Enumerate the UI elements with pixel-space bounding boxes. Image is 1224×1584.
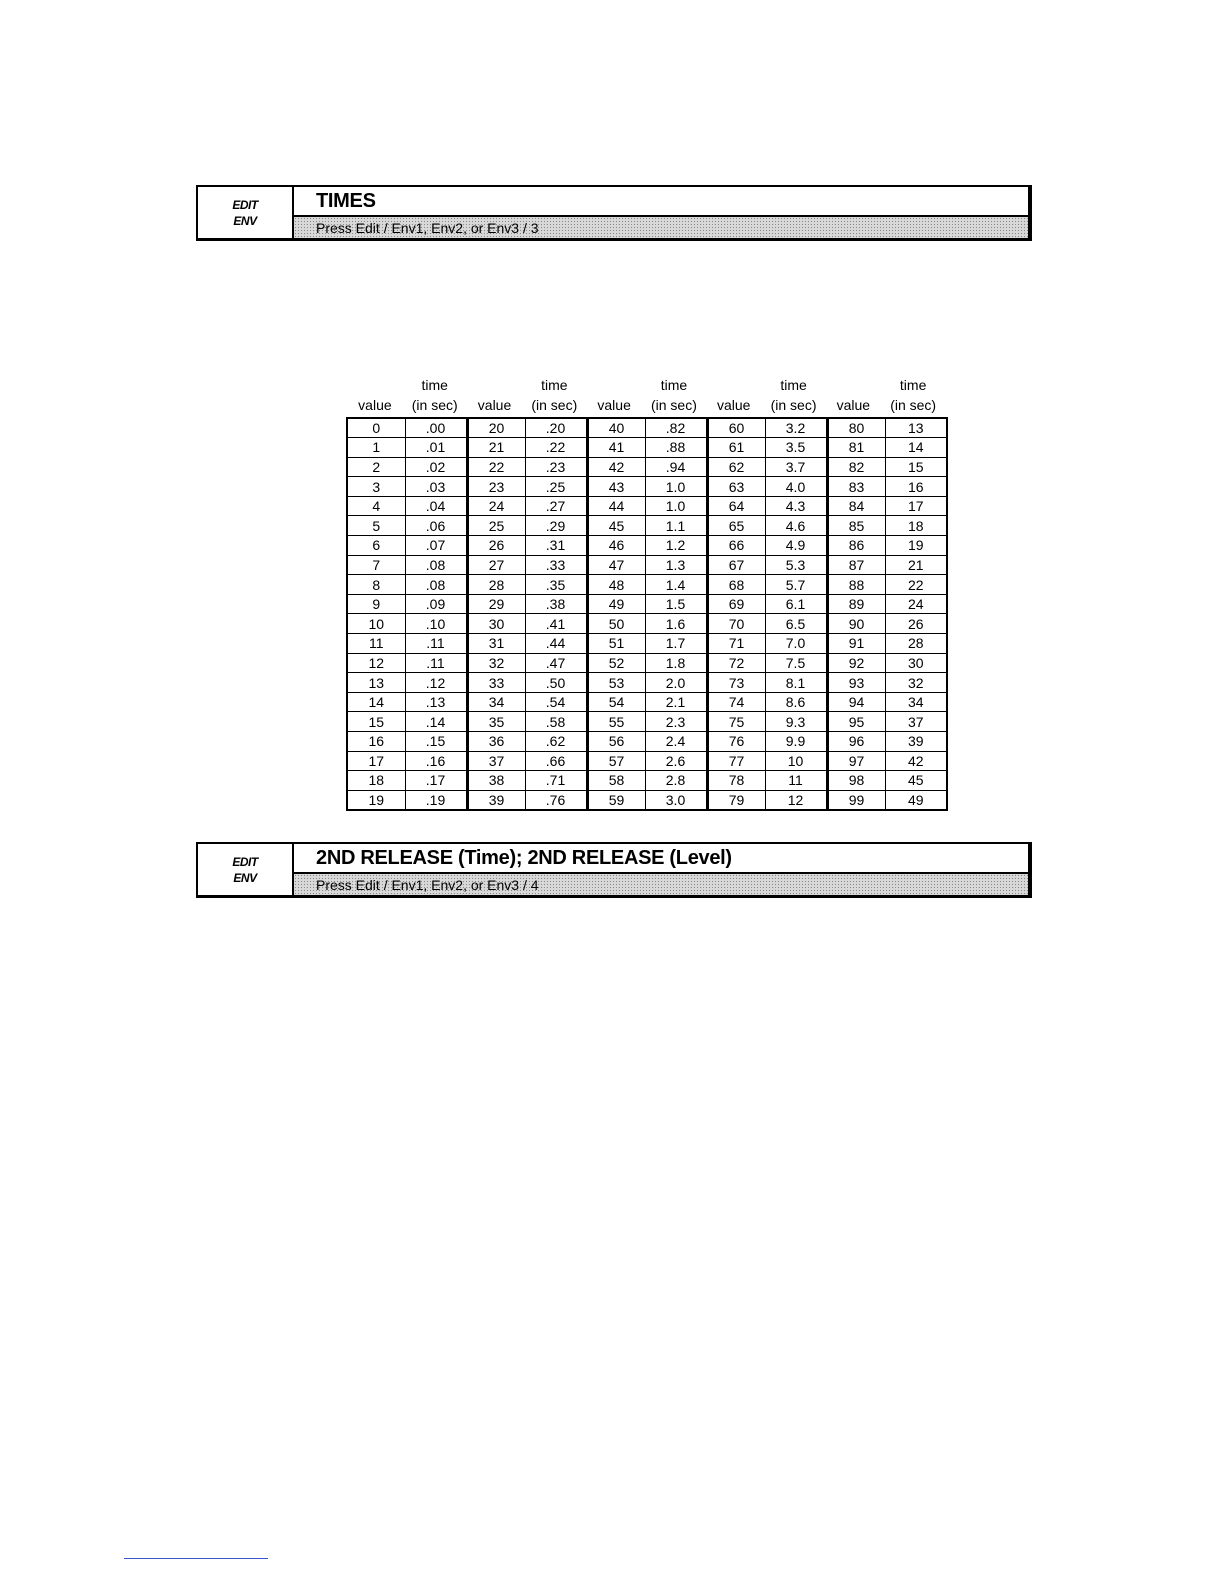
- value-cell: 99: [827, 790, 885, 810]
- value-cell: 71: [707, 634, 765, 654]
- table-row: [347, 594, 947, 614]
- instruction-text: [294, 217, 1028, 238]
- time-column-header: [882, 373, 944, 415]
- time-cell: .16: [405, 751, 467, 771]
- value-cell: 83: [827, 477, 885, 497]
- time-cell: .41: [525, 614, 587, 634]
- value-cell: 66: [707, 536, 765, 556]
- time-cell: 22: [885, 575, 947, 595]
- value-cell: 43: [587, 477, 645, 497]
- value-header-label: value: [717, 397, 751, 413]
- value-cell: 80: [827, 418, 885, 438]
- value-cell: 17: [347, 751, 405, 771]
- time-cell: 3.7: [765, 457, 827, 477]
- time-header-label: time: [780, 377, 807, 393]
- table-row: [347, 673, 947, 693]
- time-cell: 10: [765, 751, 827, 771]
- time-cell: 8.6: [765, 692, 827, 712]
- time-cell: 30: [885, 653, 947, 673]
- instruction-text: [294, 874, 1028, 895]
- value-cell: 98: [827, 771, 885, 791]
- time-cell: 2.3: [645, 712, 707, 732]
- value-cell: 94: [827, 692, 885, 712]
- time-cell: .00: [405, 418, 467, 438]
- value-cell: 20: [467, 418, 525, 438]
- time-header-label: time: [660, 377, 688, 393]
- time-cell: .27: [525, 496, 587, 516]
- value-cell: 8: [347, 575, 405, 595]
- value-cell: 87: [827, 555, 885, 575]
- time-column-header: [523, 373, 585, 415]
- value-cell: 47: [587, 555, 645, 575]
- time-cell: 9.9: [765, 732, 827, 752]
- time-cell: 2.4: [645, 732, 707, 752]
- times-header-box: [196, 185, 1032, 241]
- value-cell: 38: [467, 771, 525, 791]
- value-cell: 79: [707, 790, 765, 810]
- time-cell: 5.3: [765, 555, 827, 575]
- value-cell: 81: [827, 438, 885, 458]
- value-cell: 7: [347, 555, 405, 575]
- value-cell: 2: [347, 457, 405, 477]
- value-header-label: value: [477, 397, 512, 413]
- value-cell: 48: [587, 575, 645, 595]
- value-cell: 26: [467, 536, 525, 556]
- time-cell: 17: [885, 496, 947, 516]
- value-cell: 16: [347, 732, 405, 752]
- second-release-header-box: [196, 842, 1032, 898]
- value-cell: 91: [827, 634, 885, 654]
- time-cell: .71: [525, 771, 587, 791]
- time-cell: .01: [405, 438, 467, 458]
- time-cell: .02: [405, 457, 467, 477]
- time-cell: 6.1: [765, 594, 827, 614]
- value-cell: 39: [467, 790, 525, 810]
- value-cell: 86: [827, 536, 885, 556]
- value-cell: 89: [827, 594, 885, 614]
- value-cell: 37: [467, 751, 525, 771]
- time-cell: .09: [405, 594, 467, 614]
- value-cell: 4: [347, 496, 405, 516]
- time-cell: .44: [525, 634, 587, 654]
- times-table: [346, 417, 948, 811]
- time-cell: 1.0: [645, 477, 707, 497]
- section-title: TIMES: [294, 187, 1028, 217]
- value-cell: 6: [347, 536, 405, 556]
- table-row: [347, 692, 947, 712]
- time-column-header: [763, 373, 825, 415]
- time-cell: 37: [885, 712, 947, 732]
- value-column-header: [824, 373, 882, 415]
- time-cell: 39: [885, 732, 947, 752]
- time-cell: .12: [405, 673, 467, 693]
- edit-env-tag: [198, 187, 294, 238]
- table-row: [347, 438, 947, 458]
- time-cell: 32: [885, 673, 947, 693]
- table-row: [347, 614, 947, 634]
- value-cell: 95: [827, 712, 885, 732]
- value-cell: 10: [347, 614, 405, 634]
- time-cell: .54: [525, 692, 587, 712]
- time-cell: .23: [525, 457, 587, 477]
- time-cell: .31: [525, 536, 587, 556]
- value-cell: 60: [707, 418, 765, 438]
- value-cell: 70: [707, 614, 765, 634]
- time-cell: 16: [885, 477, 947, 497]
- value-cell: 40: [587, 418, 645, 438]
- time-header-label: time: [421, 377, 448, 393]
- time-cell: 13: [885, 418, 947, 438]
- time-cell: 7.5: [765, 653, 827, 673]
- time-cell: .25: [525, 477, 587, 497]
- time-cell: .11: [405, 653, 467, 673]
- time-unit-label: (in sec): [411, 397, 458, 413]
- time-cell: 2.8: [645, 771, 707, 791]
- table-row: [347, 536, 947, 556]
- value-cell: 64: [707, 496, 765, 516]
- tag-edit-label: EDIT: [232, 197, 258, 212]
- table-row: [347, 751, 947, 771]
- value-cell: 67: [707, 555, 765, 575]
- value-cell: 96: [827, 732, 885, 752]
- value-cell: 82: [827, 457, 885, 477]
- table-row: [347, 457, 947, 477]
- time-cell: 4.0: [765, 477, 827, 497]
- time-cell: 42: [885, 751, 947, 771]
- time-cell: 3.0: [645, 790, 707, 810]
- value-column-header: [705, 373, 763, 415]
- time-unit-label: (in sec): [531, 397, 578, 413]
- value-cell: 68: [707, 575, 765, 595]
- value-cell: 78: [707, 771, 765, 791]
- value-header-label: value: [597, 397, 631, 413]
- value-cell: 27: [467, 555, 525, 575]
- value-cell: 51: [587, 634, 645, 654]
- time-cell: 1.4: [645, 575, 707, 595]
- time-header-label: time: [899, 377, 927, 393]
- times-table-section: [346, 373, 944, 811]
- value-cell: 1: [347, 438, 405, 458]
- table-row: [347, 653, 947, 673]
- time-cell: 24: [885, 594, 947, 614]
- time-cell: 3.5: [765, 438, 827, 458]
- tag-edit-label: EDIT: [232, 854, 258, 869]
- value-cell: 93: [827, 673, 885, 693]
- table-row: [347, 516, 947, 536]
- time-cell: 28: [885, 634, 947, 654]
- time-column-header: [404, 373, 466, 415]
- time-unit-label: (in sec): [890, 397, 937, 413]
- time-cell: 14: [885, 438, 947, 458]
- value-cell: 88: [827, 575, 885, 595]
- value-cell: 12: [347, 653, 405, 673]
- time-cell: .03: [405, 477, 467, 497]
- table-row: [347, 496, 947, 516]
- value-cell: 77: [707, 751, 765, 771]
- value-header-label: value: [836, 397, 871, 413]
- value-cell: 29: [467, 594, 525, 614]
- value-cell: 54: [587, 692, 645, 712]
- time-cell: .62: [525, 732, 587, 752]
- value-cell: 75: [707, 712, 765, 732]
- table-row: [347, 732, 947, 752]
- time-cell: 1.6: [645, 614, 707, 634]
- table-row: [347, 712, 947, 732]
- value-column-header: [585, 373, 643, 415]
- value-cell: 53: [587, 673, 645, 693]
- time-cell: 34: [885, 692, 947, 712]
- value-cell: 73: [707, 673, 765, 693]
- instruction-label: Press Edit / Env1, Env2, or Env3 / 4: [316, 876, 539, 893]
- time-cell: 19: [885, 536, 947, 556]
- value-cell: 5: [347, 516, 405, 536]
- section-title: 2ND RELEASE (Time); 2ND RELEASE (Level): [294, 844, 1028, 874]
- value-cell: 97: [827, 751, 885, 771]
- value-cell: 52: [587, 653, 645, 673]
- time-cell: 2.6: [645, 751, 707, 771]
- time-cell: .07: [405, 536, 467, 556]
- table-row: [347, 575, 947, 595]
- time-cell: 6.5: [765, 614, 827, 634]
- value-cell: 45: [587, 516, 645, 536]
- edit-env-tag: [198, 844, 294, 895]
- time-cell: .76: [525, 790, 587, 810]
- value-cell: 92: [827, 653, 885, 673]
- time-cell: .50: [525, 673, 587, 693]
- time-cell: 3.2: [765, 418, 827, 438]
- time-cell: .33: [525, 555, 587, 575]
- time-cell: .10: [405, 614, 467, 634]
- time-cell: 1.8: [645, 653, 707, 673]
- value-cell: 56: [587, 732, 645, 752]
- value-cell: 76: [707, 732, 765, 752]
- value-cell: 21: [467, 438, 525, 458]
- time-cell: .20: [525, 418, 587, 438]
- time-cell: 8.1: [765, 673, 827, 693]
- value-cell: 69: [707, 594, 765, 614]
- value-cell: 32: [467, 653, 525, 673]
- time-cell: 18: [885, 516, 947, 536]
- time-cell: 1.0: [645, 496, 707, 516]
- time-cell: .11: [405, 634, 467, 654]
- time-cell: 1.3: [645, 555, 707, 575]
- time-cell: .14: [405, 712, 467, 732]
- time-cell: 4.9: [765, 536, 827, 556]
- time-cell: 12: [765, 790, 827, 810]
- value-cell: 63: [707, 477, 765, 497]
- time-unit-label: (in sec): [650, 397, 697, 413]
- value-cell: 57: [587, 751, 645, 771]
- time-cell: 1.2: [645, 536, 707, 556]
- value-cell: 44: [587, 496, 645, 516]
- time-cell: 15: [885, 457, 947, 477]
- time-cell: 2.0: [645, 673, 707, 693]
- value-cell: 14: [347, 692, 405, 712]
- value-cell: 55: [587, 712, 645, 732]
- value-cell: 28: [467, 575, 525, 595]
- time-header-label: time: [541, 377, 568, 393]
- time-column-header: [643, 373, 705, 415]
- value-cell: 59: [587, 790, 645, 810]
- time-cell: 2.1: [645, 692, 707, 712]
- time-cell: 9.3: [765, 712, 827, 732]
- time-cell: 26: [885, 614, 947, 634]
- value-cell: 49: [587, 594, 645, 614]
- time-cell: .04: [405, 496, 467, 516]
- value-cell: 84: [827, 496, 885, 516]
- header-title-column: [294, 187, 1028, 238]
- time-cell: .08: [405, 575, 467, 595]
- value-cell: 19: [347, 790, 405, 810]
- value-cell: 25: [467, 516, 525, 536]
- value-cell: 34: [467, 692, 525, 712]
- tag-env-label: ENV: [233, 213, 257, 228]
- header-title-column: [294, 844, 1028, 895]
- time-cell: .19: [405, 790, 467, 810]
- time-cell: .06: [405, 516, 467, 536]
- value-column-header: [346, 373, 404, 415]
- time-cell: 1.7: [645, 634, 707, 654]
- value-cell: 31: [467, 634, 525, 654]
- value-cell: 9: [347, 594, 405, 614]
- value-cell: 46: [587, 536, 645, 556]
- table-row: [347, 634, 947, 654]
- time-cell: 21: [885, 555, 947, 575]
- value-cell: 90: [827, 614, 885, 634]
- time-cell: .58: [525, 712, 587, 732]
- column-headers: [346, 373, 944, 415]
- value-cell: 18: [347, 771, 405, 791]
- time-cell: .82: [645, 418, 707, 438]
- time-cell: 11: [765, 771, 827, 791]
- time-cell: 7.0: [765, 634, 827, 654]
- instruction-label: Press Edit / Env1, Env2, or Env3 / 3: [316, 219, 539, 236]
- value-cell: 0: [347, 418, 405, 438]
- table-row: [347, 418, 947, 438]
- value-cell: 61: [707, 438, 765, 458]
- time-cell: .38: [525, 594, 587, 614]
- time-cell: .08: [405, 555, 467, 575]
- value-cell: 72: [707, 653, 765, 673]
- time-cell: .35: [525, 575, 587, 595]
- time-cell: .88: [645, 438, 707, 458]
- time-cell: 5.7: [765, 575, 827, 595]
- time-cell: 45: [885, 771, 947, 791]
- value-cell: 36: [467, 732, 525, 752]
- time-cell: .17: [405, 771, 467, 791]
- time-cell: .47: [525, 653, 587, 673]
- time-cell: 4.6: [765, 516, 827, 536]
- value-cell: 41: [587, 438, 645, 458]
- value-cell: 62: [707, 457, 765, 477]
- value-cell: 74: [707, 692, 765, 712]
- footnote-divider: [124, 1558, 268, 1559]
- time-cell: 1.1: [645, 516, 707, 536]
- table-row: [347, 790, 947, 810]
- value-header-label: value: [358, 397, 392, 413]
- value-cell: 85: [827, 516, 885, 536]
- time-cell: .29: [525, 516, 587, 536]
- value-cell: 22: [467, 457, 525, 477]
- value-column-header: [466, 373, 524, 415]
- time-cell: .22: [525, 438, 587, 458]
- value-cell: 58: [587, 771, 645, 791]
- time-cell: .66: [525, 751, 587, 771]
- table-row: [347, 477, 947, 497]
- time-cell: 4.3: [765, 496, 827, 516]
- value-cell: 30: [467, 614, 525, 634]
- value-cell: 11: [347, 634, 405, 654]
- time-unit-label: (in sec): [770, 397, 817, 413]
- time-cell: 1.5: [645, 594, 707, 614]
- value-cell: 15: [347, 712, 405, 732]
- tag-env-label: ENV: [233, 870, 257, 885]
- value-cell: 13: [347, 673, 405, 693]
- table-row: [347, 555, 947, 575]
- value-cell: 33: [467, 673, 525, 693]
- value-cell: 65: [707, 516, 765, 536]
- table-row: [347, 771, 947, 791]
- value-cell: 24: [467, 496, 525, 516]
- value-cell: 35: [467, 712, 525, 732]
- time-cell: .13: [405, 692, 467, 712]
- value-cell: 42: [587, 457, 645, 477]
- time-cell: 49: [885, 790, 947, 810]
- value-cell: 50: [587, 614, 645, 634]
- time-cell: .94: [645, 457, 707, 477]
- value-cell: 3: [347, 477, 405, 497]
- time-cell: .15: [405, 732, 467, 752]
- value-cell: 23: [467, 477, 525, 497]
